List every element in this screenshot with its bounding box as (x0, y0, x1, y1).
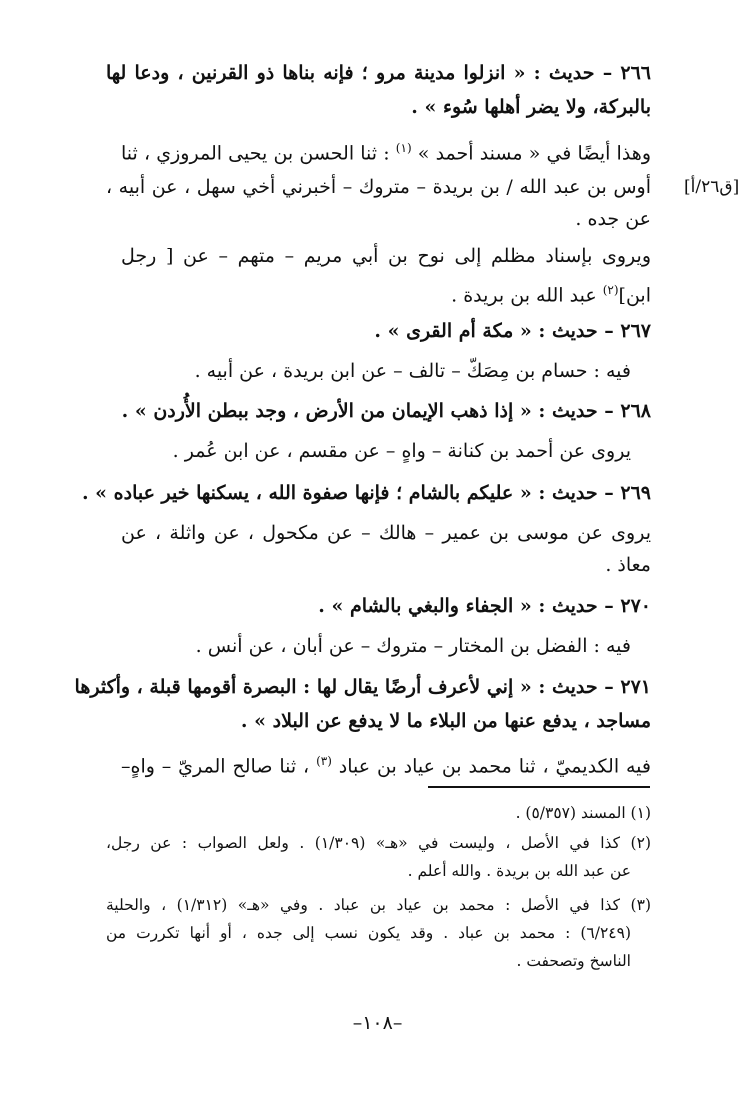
footnote-1: (١) المسند (٥/٣٥٧) . (515, 804, 651, 822)
paragraph-musnad-line-3: عن جده . (575, 208, 651, 230)
manuscript-folio-ref: [ق٢٦/أ] (684, 177, 740, 197)
hadith-270: ٢٧٠ – حديث : « الجفاء والبغي بالشام » . (318, 595, 651, 617)
paragraph-musa-line-1: يروى عن موسى بن عمير – هالك – عن مكحول ، عن واثلة ، عن (121, 522, 651, 544)
footnote-2-line-1: (٢) كذا في الأصل ، وليست في «هـ» (١/٣٠٩) . ولعل الصواب : عن رجل، (106, 834, 651, 852)
hadith-269: ٢٦٩ – حديث : « عليكم بالشام ؛ فإنها صفوة الله ، يسكنها خير عباده » . (81, 482, 651, 504)
paragraph-ahmad-kinana: يروى عن أحمد بن كنانة – واهٍ – عن مقسم ، عن ابن عُمر . (172, 440, 631, 462)
footnote-3-line-3: الناسخ وتصحفت . (516, 952, 631, 970)
paragraph-nuh-line-1: ويروى بإسناد مظلم إلى نوح بن أبي مريم – متهم – عن [ رجل (121, 245, 651, 267)
footnote-ref-3[interactable]: (٣) (316, 754, 332, 768)
hadith-266-line-2: بالبركة، ولا يضر أهلها سُوء » . (411, 96, 651, 118)
paragraph-nuh-line-2: ابن]$^{(٢)}$ عبد الله بن بريدة . (451, 283, 651, 307)
paragraph-musnad-line-2: أوس بن عبد الله / بن بريدة – متروك – أخبرني أخي سهل ، عن أبيه ، (106, 176, 651, 198)
paragraph-hussam: فيه : حسام بن مِصَكّ – تالف – عن ابن بريدة ، عن أبيه . (194, 360, 631, 382)
hadith-271-line-2: مساجد ، يدفع عنها من البلاء ما لا يدفع عن البلاد » . (240, 710, 651, 732)
paragraph-fadl: فيه : الفضل بن المختار – متروك – عن أبان ، عن أنس . (195, 635, 631, 657)
paragraph-kudaymi: فيه الكديميّ ، ثنا محمد بن عياد بن عباد $^{(٣)}$ ، ثنا صالح المريّ – واهٍ– (121, 754, 651, 778)
footnote-ref-2[interactable]: (٢) (602, 283, 619, 297)
page-number: –١٠٨– (352, 1012, 403, 1034)
hadith-267: ٢٦٧ – حديث : « مكة أم القرى » . (374, 320, 651, 342)
footnote-3-line-2: (٦/٢٤٩) : محمد بن عباد . وقد يكون نسب إلى جده ، أو أنها تكررت من (106, 924, 631, 942)
paragraph-musnad-line-1: وهذا أيضًا في « مسند أحمد » $^{(١)}$ : ثنا الحسن بن يحيى المروزي ، ثنا (121, 141, 651, 165)
footnote-separator (428, 786, 650, 788)
hadith-268: ٢٦٨ – حديث : « إذا ذهب الإيمان من الأرض ، وجد ببطن الأُردن » . (121, 400, 651, 422)
paragraph-musa-line-2: معاذ . (605, 554, 651, 576)
hadith-266-line-1: ٢٦٦ – حديث : « انزلوا مدينة مرو ؛ فإنه بناها ذو القرنين ، ودعا لها (106, 62, 651, 84)
hadith-271-line-1: ٢٧١ – حديث : « إني لأعرف أرضًا يقال لها : البصرة أقومها قبلة ، وأكثرها (74, 676, 651, 698)
footnote-2-line-2: عن عبد الله بن بريدة . والله أعلم . (407, 862, 631, 880)
footnote-ref-1[interactable]: (١) (395, 141, 412, 155)
footnote-3-line-1: (٣) كذا في الأصل : محمد بن عياد بن عباد . وفي «هـ» (١/٣١٢) ، والحلية (106, 896, 651, 914)
